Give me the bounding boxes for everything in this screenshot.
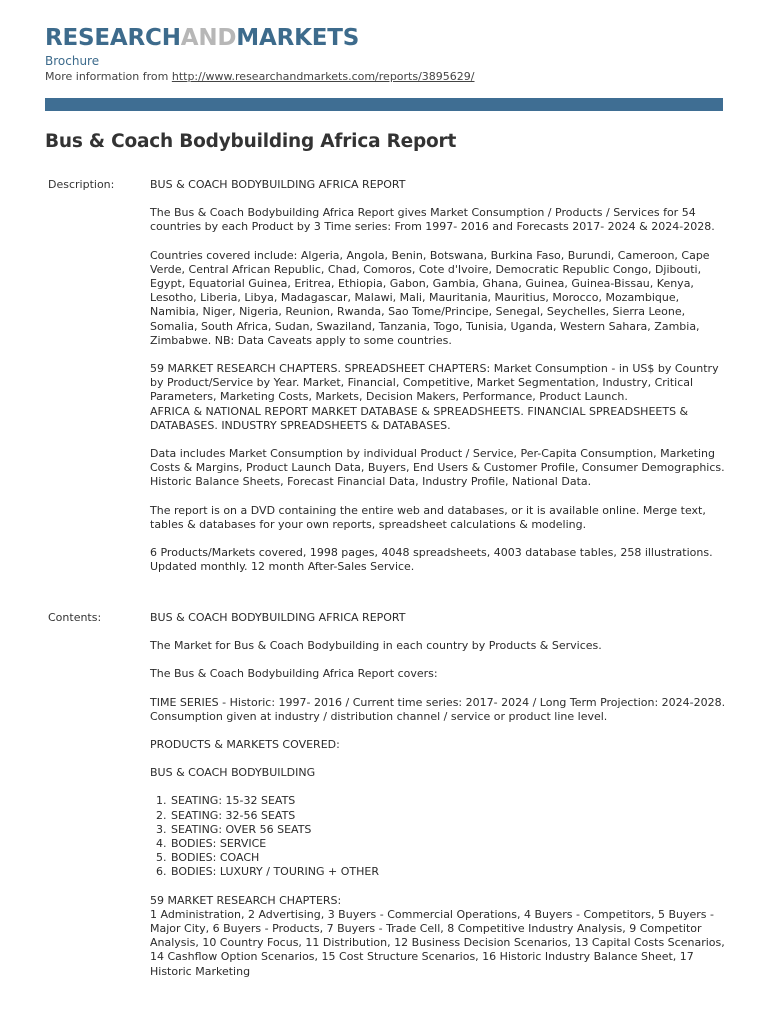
list-item: 6. BODIES: LUXURY / TOURING + OTHER <box>170 865 726 879</box>
contents-paragraph: TIME SERIES - Historic: 1997- 2016 / Current time series: 2017- 2024 / Long Term Projection: 2024-2028. Consumption given at industry / distribution channel / service or product line level. <box>150 695 726 723</box>
description-paragraph <box>150 362 726 433</box>
contents-paragraph: The Market for Bus & Coach Bodybuilding in each country by Products & Services. <box>150 639 602 653</box>
contents-paragraph: PRODUCTS & MARKETS COVERED: <box>150 738 340 752</box>
contents-paragraph: BUS & COACH BODYBUILDING <box>150 766 316 780</box>
description-paragraph: Data includes Market Consumption by individual Product / Service, Per-Capita Consumption, Marketing Costs & Margins, Product Launch Data, Buyers, End Users & Customer Profile, Consumer Demographics. Historic Balance Sheets, Forecast Financial Data, Industry Profile, National Data. <box>150 447 725 489</box>
logo-part-research: RESEARCH <box>45 25 181 51</box>
description-paragraph-line: AFRICA & NATIONAL REPORT MARKET DATABASE & SPREADSHEETS. FINANCIAL SPREADSHEETS & DATABASES. INDUSTRY SPREADSHEETS & DATABASES. <box>150 404 689 432</box>
contents-paragraph: The Bus & Coach Bodybuilding Africa Report covers: <box>150 667 438 681</box>
description-paragraph: The Bus & Coach Bodybuilding Africa Report gives Market Consumption / Products / Services for 54 countries by each Product by 3 Time series: From 1997- 2016 and Forecasts 2017- 2024 & 2024-2028. <box>150 206 715 234</box>
list-item: 4. BODIES: SERVICE <box>170 837 726 851</box>
contents-body <box>150 611 726 993</box>
logo-part-and: AND <box>180 25 237 51</box>
description-paragraph: The report is on a DVD containing the entire web and databases, or it is available online. Merge text, tables & databases for your own reports, spreadsheet calculations & modeling. <box>150 503 706 531</box>
report-link[interactable]: http://www.researchandmarkets.com/reports/3895629/ <box>171 70 475 83</box>
description-paragraph: Countries covered include: Algeria, Angola, Benin, Botswana, Burkina Faso, Burundi, Cameroon, Cape Verde, Central African Republic, Chad, Comoros, Cote d'Ivoire, Democratic Republic Congo, Djibouti, Egypt, Equatorial Guinea, Eritrea, Ethiopia, Gabon, Gambia, Ghana, Guinea, Guinea-Bissau, Kenya, Lesotho, Liberia, Libya, Madagascar, Malawi, Mali, Mauritania, Mauritius, Morocco, Mozambique, Namibia, Niger, Nigeria, Reunion, Rwanda, Sao Tome/Principe, Senegal, Seychelles, Sierra Leone, Somalia, South Africa, Sudan, Swaziland, Tanzania, Togo, Tunisia, Uganda, Western Sahara, Zambia, Zimbabwe. NB: Data Caveats apply to some countries. <box>150 248 710 347</box>
description-paragraph-line: 59 MARKET RESEARCH CHAPTERS. SPREADSHEET CHAPTERS: Market Consumption - in US$ by Country by Product/Service by Year. Market, Financial, Competitive, Market Segmentation, Industry, Critical Parameters, Marketing Costs, Markets, Decision Makers, Performance, Product Launch. <box>150 362 719 404</box>
description-label: Description: <box>48 178 115 191</box>
description-paragraph: 6 Products/Markets covered, 1998 pages, 4048 spreadsheets, 4003 database tables, 258 illustrations. Updated monthly. 12 month After-Sales Service. <box>150 546 713 574</box>
description-paragraph: BUS & COACH BODYBUILDING AFRICA REPORT <box>150 178 406 191</box>
more-info-prefix: More information from <box>45 70 172 83</box>
list-item: 3. SEATING: OVER 56 SEATS <box>170 823 726 837</box>
logo-part-markets: MARKETS <box>236 25 360 51</box>
logo <box>45 24 359 52</box>
chapters-heading: 59 MARKET RESEARCH CHAPTERS: <box>150 893 342 907</box>
header-bar <box>45 98 723 111</box>
brochure-label: Brochure <box>45 54 100 68</box>
chapters-paragraph <box>150 894 726 979</box>
list-item: 1. SEATING: 15-32 SEATS <box>170 794 726 808</box>
more-info-line <box>45 70 475 84</box>
description-body <box>150 178 726 588</box>
products-list <box>150 794 726 879</box>
list-item: 5. BODIES: COACH <box>170 851 726 865</box>
contents-paragraph: BUS & COACH BODYBUILDING AFRICA REPORT <box>150 611 406 624</box>
chapters-text: 1 Administration, 2 Advertising, 3 Buyers - Commercial Operations, 4 Buyers - Competitors, 5 Buyers - Major City, 6 Buyers - Products, 7 Buyers - Trade Cell, 8 Competitive Industry Analysis, 9 Competitor Analysis, 10 Country Focus, 11 Distribution, 12 Business Decision Scenarios, 13 Capital Costs Scenarios, 14 Cashflow Option Scenarios, 15 Cost Structure Scenarios, 16 Historic Industry Balance Sheet, 17 Historic Marketing <box>150 907 725 978</box>
list-item: 2. SEATING: 32-56 SEATS <box>170 809 726 823</box>
page-title: Bus & Coach Bodybuilding Africa Report <box>45 131 457 152</box>
contents-label: Contents: <box>48 611 102 624</box>
